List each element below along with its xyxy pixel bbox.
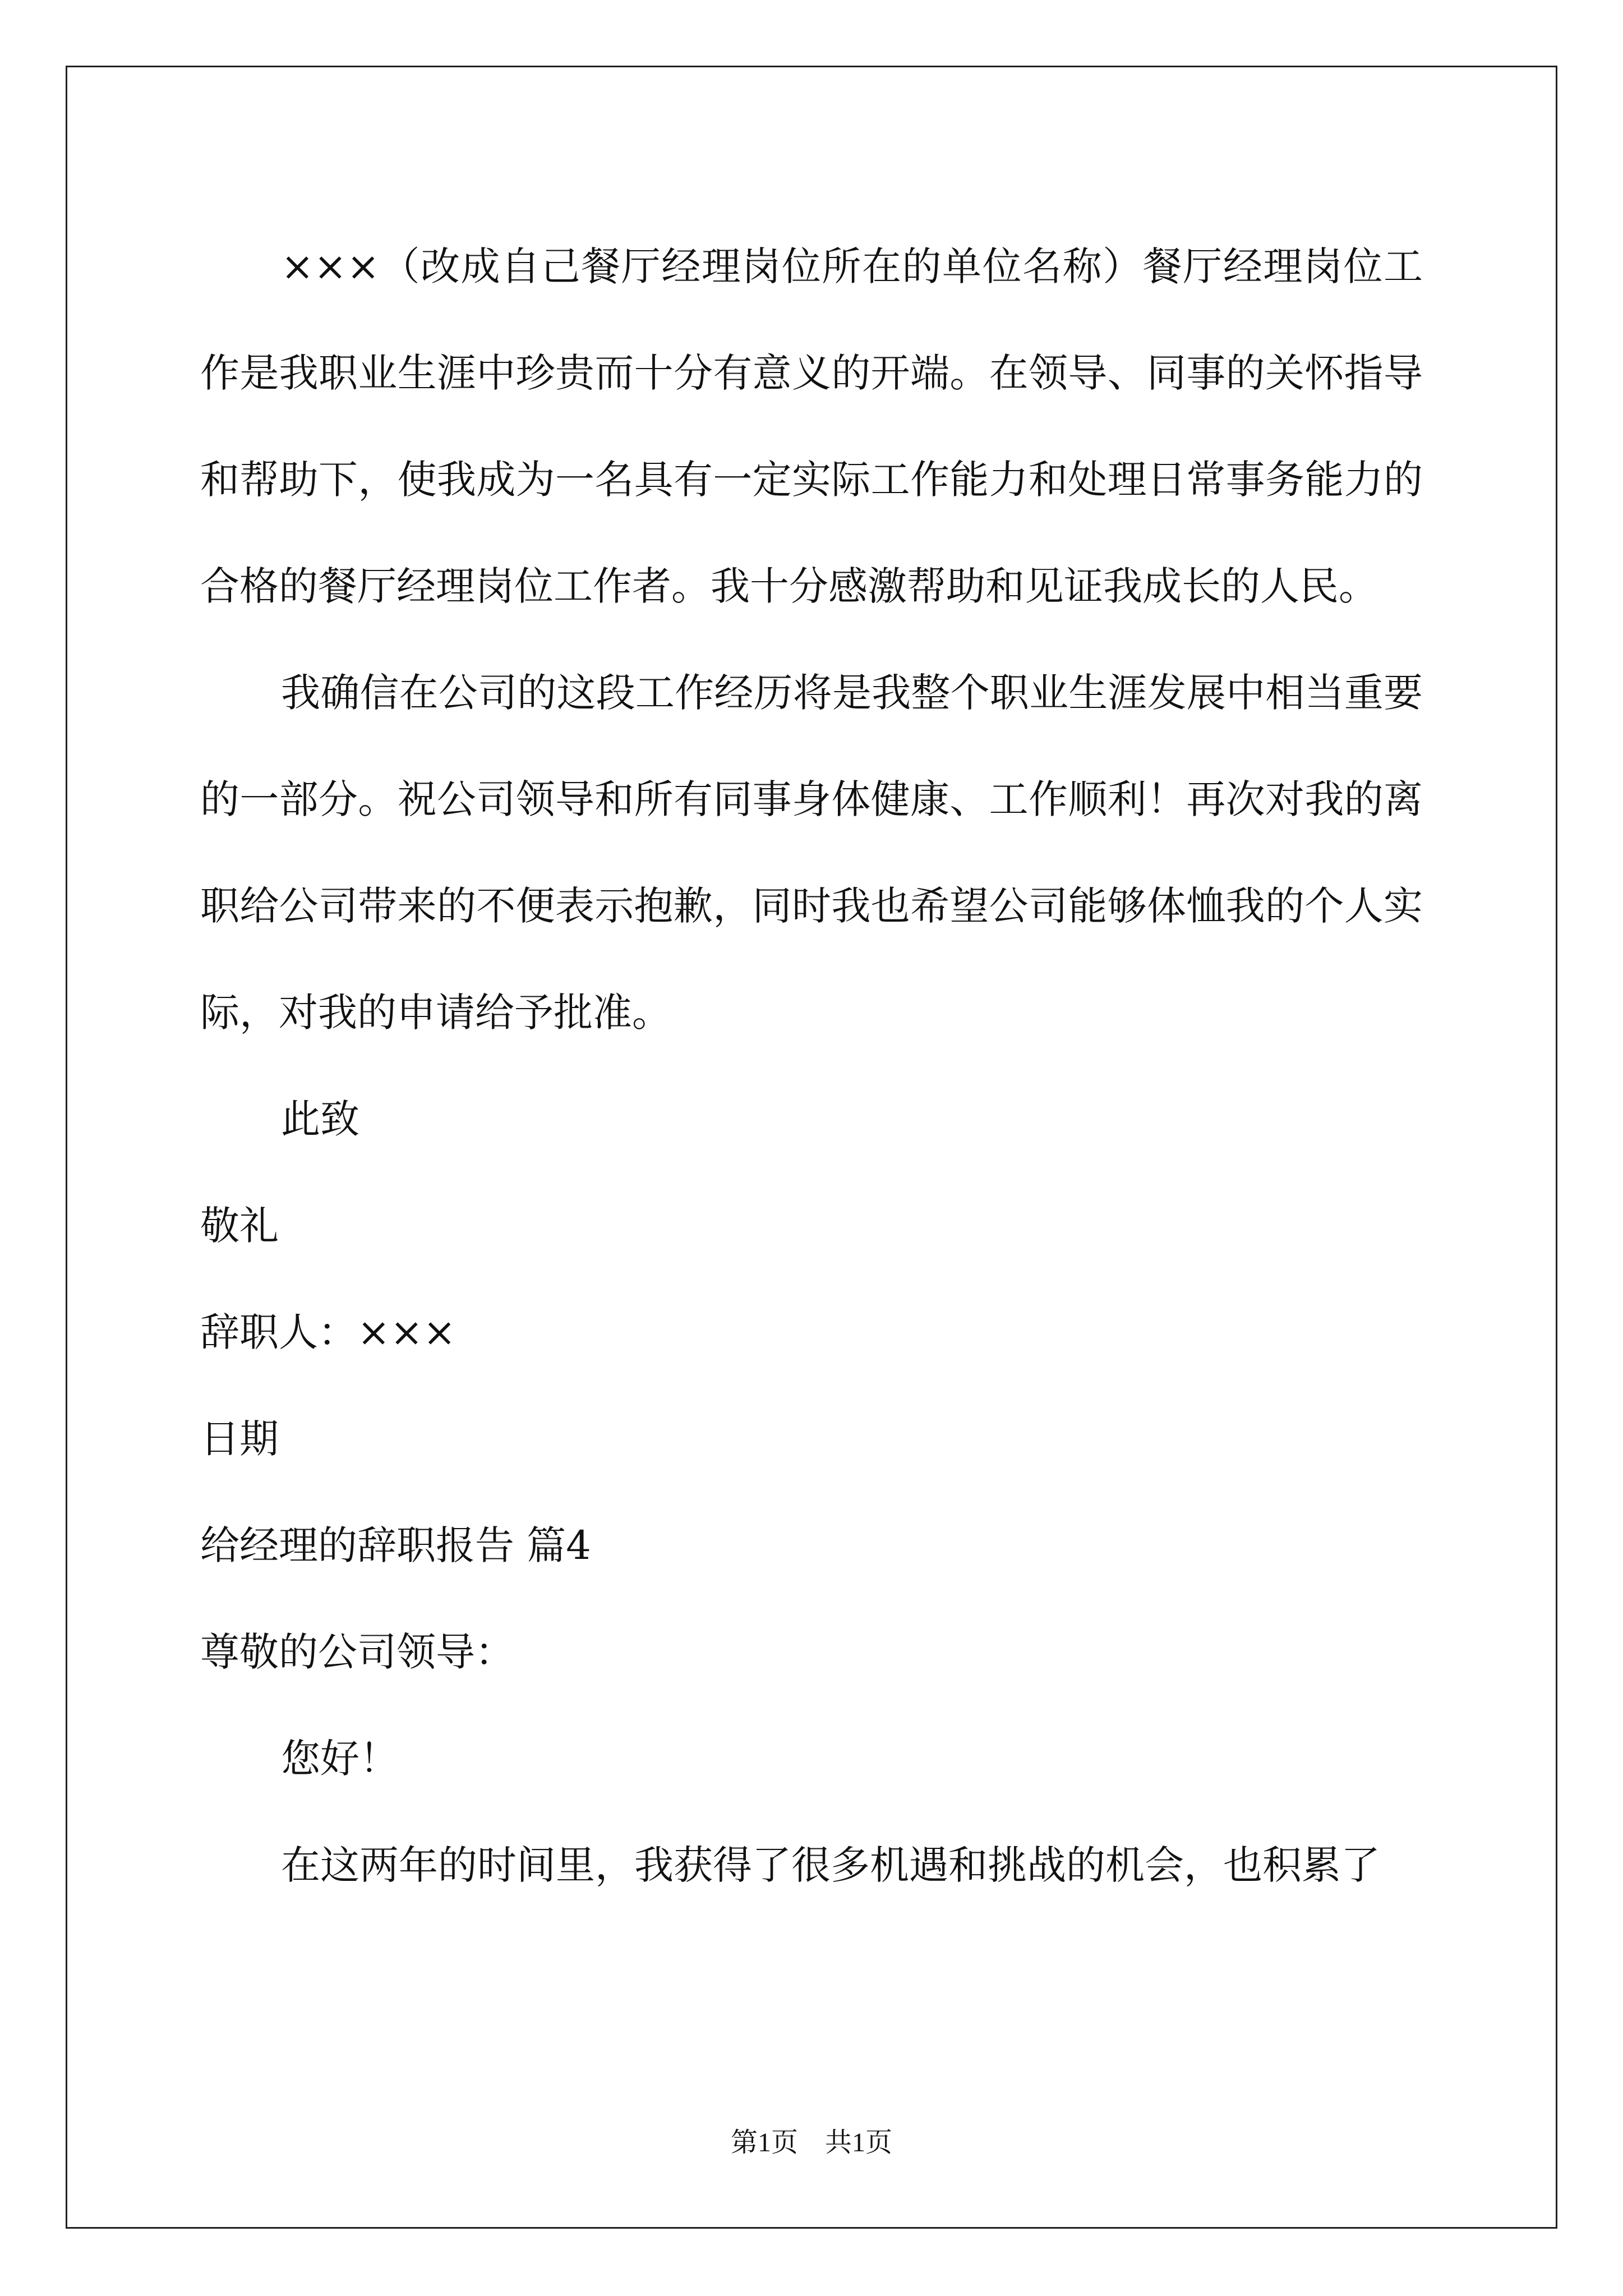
- letter-greeting: 您好！: [281, 1736, 399, 1782]
- closing-regards: 敬礼: [200, 1203, 279, 1249]
- section-heading: 给经理的辞职报告 篇4: [200, 1522, 591, 1568]
- paragraph-opening: 在这两年的时间里，我获得了很多机遇和挑战的机会，也积累了: [281, 1842, 1380, 1888]
- closing-salutation: 此致: [281, 1096, 359, 1142]
- date-line: 日期: [200, 1416, 279, 1462]
- paragraph-gratitude: 我确信在公司的这段工作经历将是我整个职业生涯发展中相当重要的一部分。祝公司领导和所有同事身体健康、工作顺利！再次对我的离职给公司带来的不便表示抱歉，同时我也希望公司能够体恤我的个人实际，对我的申请给予批准。: [200, 670, 1423, 1036]
- paragraph-intro: ×××（改成自己餐厅经理岗位所在的单位名称）餐厅经理岗位工作是我职业生涯中珍贵而十分有意义的开端。在领导、同事的关怀指导和帮助下，使我成为一名具有一定实际工作能力和处理日常事务能力的合格的餐厅经理岗位工作者。我十分感激帮助和见证我成长的人民。: [200, 243, 1423, 609]
- document-body: [200, 213, 1423, 1918]
- letter-addressee: 尊敬的公司领导：: [200, 1629, 514, 1675]
- signature-line: 辞职人：×××: [200, 1309, 456, 1355]
- page-footer: 第1页 共1页: [730, 2128, 892, 2157]
